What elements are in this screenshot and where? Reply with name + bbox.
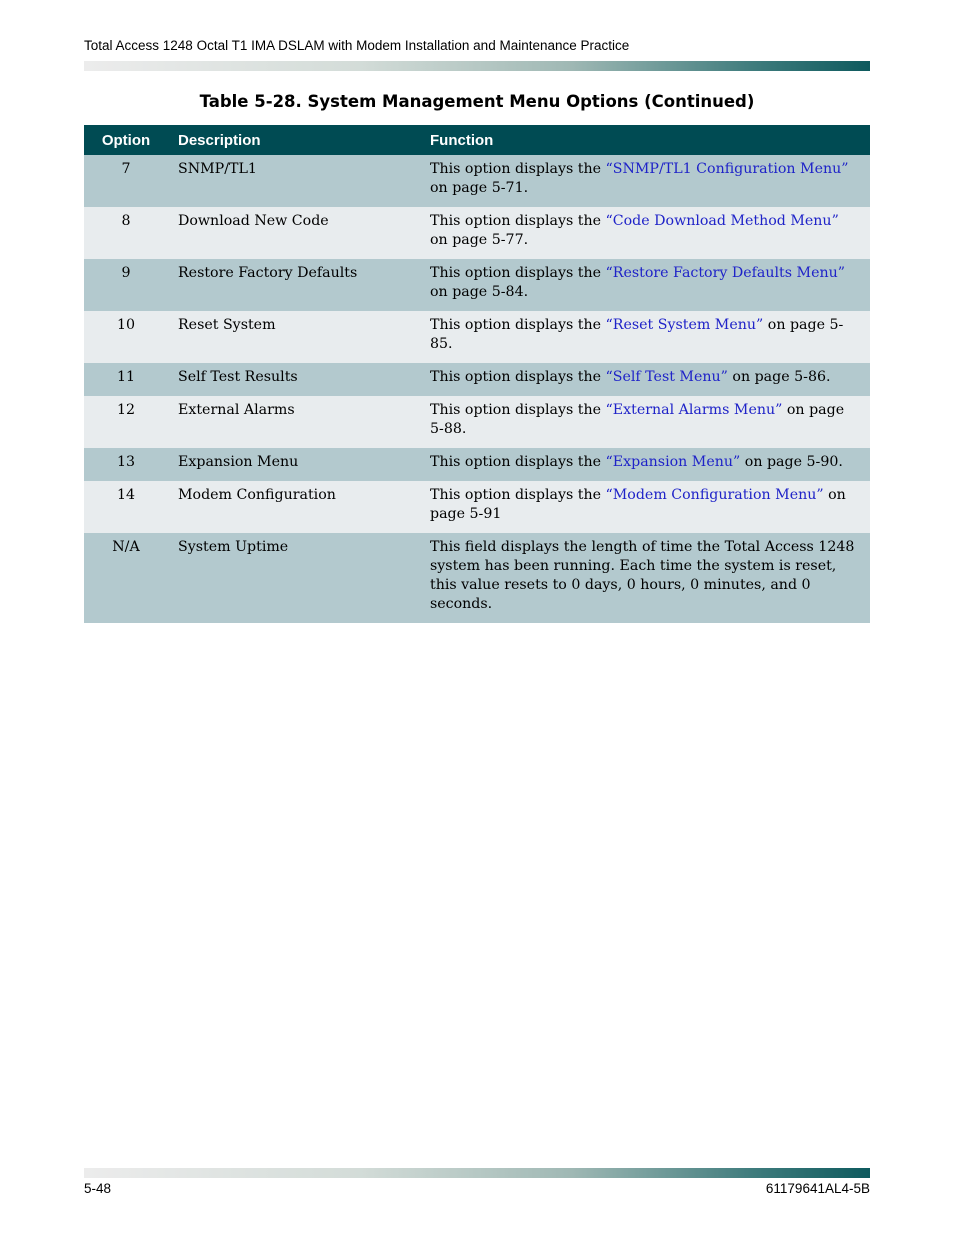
description-cell: Self Test Results	[168, 363, 420, 396]
column-header-function: Function	[420, 125, 870, 155]
description-cell: System Uptime	[168, 533, 420, 623]
table-row	[84, 207, 870, 259]
menu-link[interactable]: “Expansion Menu”	[605, 454, 741, 470]
table-row	[84, 363, 870, 396]
menu-link[interactable]: “Code Download Method Menu”	[605, 213, 839, 229]
function-text: This option displays the	[430, 213, 606, 229]
description-cell: SNMP/TL1	[168, 155, 420, 207]
system-management-options-table	[84, 125, 870, 623]
function-page-ref: on page 5-91	[430, 487, 846, 522]
column-header-option: Option	[84, 125, 168, 155]
option-cell: 7	[84, 155, 168, 207]
function-page-ref: on page 5-71.	[430, 180, 529, 196]
menu-link[interactable]: “Self Test Menu”	[605, 369, 728, 385]
function-text: This option displays the	[430, 265, 606, 281]
function-page-ref: on page 5-86.	[727, 369, 831, 385]
menu-link[interactable]: “Restore Factory Defaults Menu”	[605, 265, 845, 281]
table-row	[84, 259, 870, 311]
function-page-ref: on page 5-77.	[430, 232, 529, 248]
description-cell: External Alarms	[168, 396, 420, 448]
option-cell: 11	[84, 363, 168, 396]
option-cell: 14	[84, 481, 168, 533]
option-cell: 12	[84, 396, 168, 448]
table-header-row	[84, 125, 870, 155]
menu-link[interactable]: “Reset System Menu”	[605, 317, 764, 333]
description-cell: Modem Configuration	[168, 481, 420, 533]
function-cell	[420, 396, 870, 448]
function-text: This option displays the	[430, 402, 606, 418]
function-cell	[420, 533, 870, 623]
table-row	[84, 311, 870, 363]
table-row	[84, 481, 870, 533]
function-text: This field displays the length of time the Total Access 1248 system has been running. Each time the system is reset, this value resets to 0 days, 0 hours, 0 minutes, and 0 seconds.	[430, 539, 855, 612]
footer-decorative-bar	[84, 1168, 870, 1178]
option-cell: 9	[84, 259, 168, 311]
document-header-title: Total Access 1248 Octal T1 IMA DSLAM with Modem Installation and Maintenance Practice	[84, 38, 630, 53]
menu-link[interactable]: “SNMP/TL1 Configuration Menu”	[605, 161, 849, 177]
table-row	[84, 155, 870, 207]
menu-link[interactable]: “External Alarms Menu”	[605, 402, 783, 418]
function-cell	[420, 448, 870, 481]
page-number: 5-48	[84, 1181, 112, 1196]
option-cell: 8	[84, 207, 168, 259]
function-cell	[420, 481, 870, 533]
function-page-ref: on page 5-90.	[740, 454, 843, 470]
function-cell	[420, 311, 870, 363]
description-cell: Download New Code	[168, 207, 420, 259]
table-caption: Table 5-28. System Management Menu Options (Continued)	[199, 92, 755, 111]
option-cell: 10	[84, 311, 168, 363]
description-cell: Reset System	[168, 311, 420, 363]
option-cell: N/A	[84, 533, 168, 623]
description-cell: Restore Factory Defaults	[168, 259, 420, 311]
function-text: This option displays the	[430, 317, 606, 333]
function-cell	[420, 207, 870, 259]
document-number: 61179641AL4-5B	[765, 1181, 870, 1196]
column-header-description: Description	[168, 125, 420, 155]
header-decorative-bar	[84, 61, 870, 71]
description-cell: Expansion Menu	[168, 448, 420, 481]
function-text: This option displays the	[430, 487, 606, 503]
function-page-ref: on page 5-84.	[430, 284, 529, 300]
function-text: This option displays the	[430, 454, 606, 470]
table-row	[84, 533, 870, 623]
menu-link[interactable]: “Modem Configuration Menu”	[605, 487, 824, 503]
table-row	[84, 448, 870, 481]
function-text: This option displays the	[430, 161, 606, 177]
table-row	[84, 396, 870, 448]
function-text: This option displays the	[430, 369, 606, 385]
function-cell	[420, 155, 870, 207]
function-page-ref: on page 5-88.	[430, 402, 845, 437]
option-cell: 13	[84, 448, 168, 481]
function-cell	[420, 259, 870, 311]
function-cell	[420, 363, 870, 396]
function-page-ref: on page 5-85.	[430, 317, 844, 352]
